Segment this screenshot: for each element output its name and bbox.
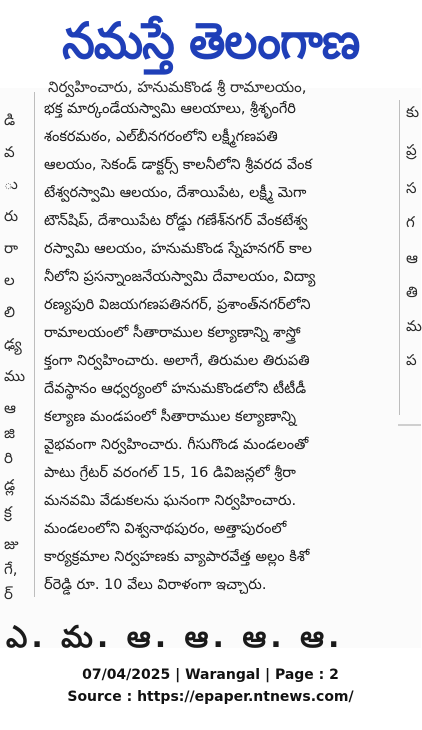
left-column-fragment [0,88,30,608]
article-line: పాటు గ్రేటర్ వరంగల్ 15, 16 డివిజన్లలో శ్రీరా [44,465,296,481]
left-fragment: రు [4,207,19,225]
newspaper-logo: నమస్తే తెలంగాణ [61,12,360,70]
article-line: క్తంగా నిర్వహించారు. అలాగే, తిరుమల తిరుపతి [44,353,310,369]
left-fragment: రి [4,449,13,467]
right-fragment: స [406,179,417,197]
left-fragment: జి [4,424,15,442]
separator-rule [398,424,421,426]
article-line: ర్‌రెడ్డి రూ. 10 వేలు విరాళంగా ఇచ్చారు. [44,577,267,593]
article-line: టౌన్‌షిప్, దేశాయిపేట రోడ్డు గణేశ్‌నగర్ వేంకటేశ్వ [44,213,308,229]
column-divider [399,100,400,415]
column-divider [34,92,35,597]
article-line: వైభవంగా నిర్వహించారు. గీసుగొండ మండలంతో [44,437,309,453]
article-line: దేవస్థానం ఆధ్వర్యంలో హనుమకొండలోని టీటీడీ [44,381,307,397]
left-fragment: వ [4,143,15,161]
newspaper-clipping [0,78,422,655]
left-fragment: ఆ [4,399,16,417]
masthead [0,0,421,82]
left-fragment: డి [4,111,16,129]
left-fragment: ర్ [4,585,13,603]
article-line: మనవమి వేడుకలను ఘనంగా నిర్వహించారు. [44,493,297,509]
right-fragment: ఆ [406,249,418,267]
right-fragment: ప [406,351,417,369]
article-line: నీలోని ప్రసన్నాంజనేయస్వామి దేవాలయం, విద్యా [44,269,316,285]
right-fragment: తి [406,283,418,301]
right-fragment: ప్ర [406,141,417,159]
source-footer [0,664,421,708]
article-cut-text: నిర్వహించారు, హనుమకొండ శ్రీ రామాలయం, [48,78,307,96]
article-line: శంకరమఠం, ఎల్‌బీనగరంలోని లక్ష్మీగణపతి [44,129,278,145]
source-link: Source : https://epaper.ntnews.com/ [67,689,354,705]
article-cut-line [48,78,388,98]
article-line: రణ్యపురి విజయగణపతినగర్, ప్రశాంత్‌నగర్‌లోని [44,297,311,313]
article-line: రామాలయంలో సీతారాముల కల్యాణాన్ని శాస్త్రో [44,325,301,341]
left-fragment: ఢ్య [4,335,22,353]
right-column-fragment [404,88,421,418]
right-fragment: కు [406,103,420,121]
article-line: కార్యక్రమాల నిర్వహణకు వ్యాపారవేత్త అల్లం కిశో [44,549,310,565]
next-headline-text: ఎ. మ. ఆ. ఆ. ఆ. ఆ. [6,620,344,655]
left-fragment: డ్ల [4,476,16,494]
next-headline-cut [0,618,421,655]
left-fragment: గే, [4,560,18,578]
right-fragment: గ [406,213,415,231]
left-fragment: ము [4,367,26,385]
article-line: మండలంలోని విశ్వనాథపురం, అత్తాపురంలో [44,521,287,537]
article-line: రస్వామి ఆలయం, హనుమకొండ స్నేహనగర్ కాల [44,241,312,257]
left-fragment: జు [4,535,19,553]
left-fragment: లి [4,303,15,321]
edition-info: 07/04/2025 | Warangal | Page : 2 [82,667,339,683]
left-fragment: ు [4,175,18,193]
article-line: ఆలయం, సెకండ్ డాక్టర్స్ కాలనీలోని శ్రీవరద వేంక [44,157,313,173]
left-fragment: ల [4,271,15,289]
article-line: కల్యాణ మండపంలో సీతారాముల కల్యాణాన్ని [44,409,296,425]
article-body [40,78,392,608]
left-fragment: క్ర [4,503,12,521]
right-fragment: మ [406,317,422,335]
article-line: టేశ్వరస్వామి ఆలయం, దేశాయిపేట, లక్ష్మీ మెగా [44,185,307,201]
article-line: భక్త మార్కండేయస్వామి ఆలయాలు, శ్రీశృంగేరి [44,101,296,117]
left-fragment: రా [4,239,19,257]
